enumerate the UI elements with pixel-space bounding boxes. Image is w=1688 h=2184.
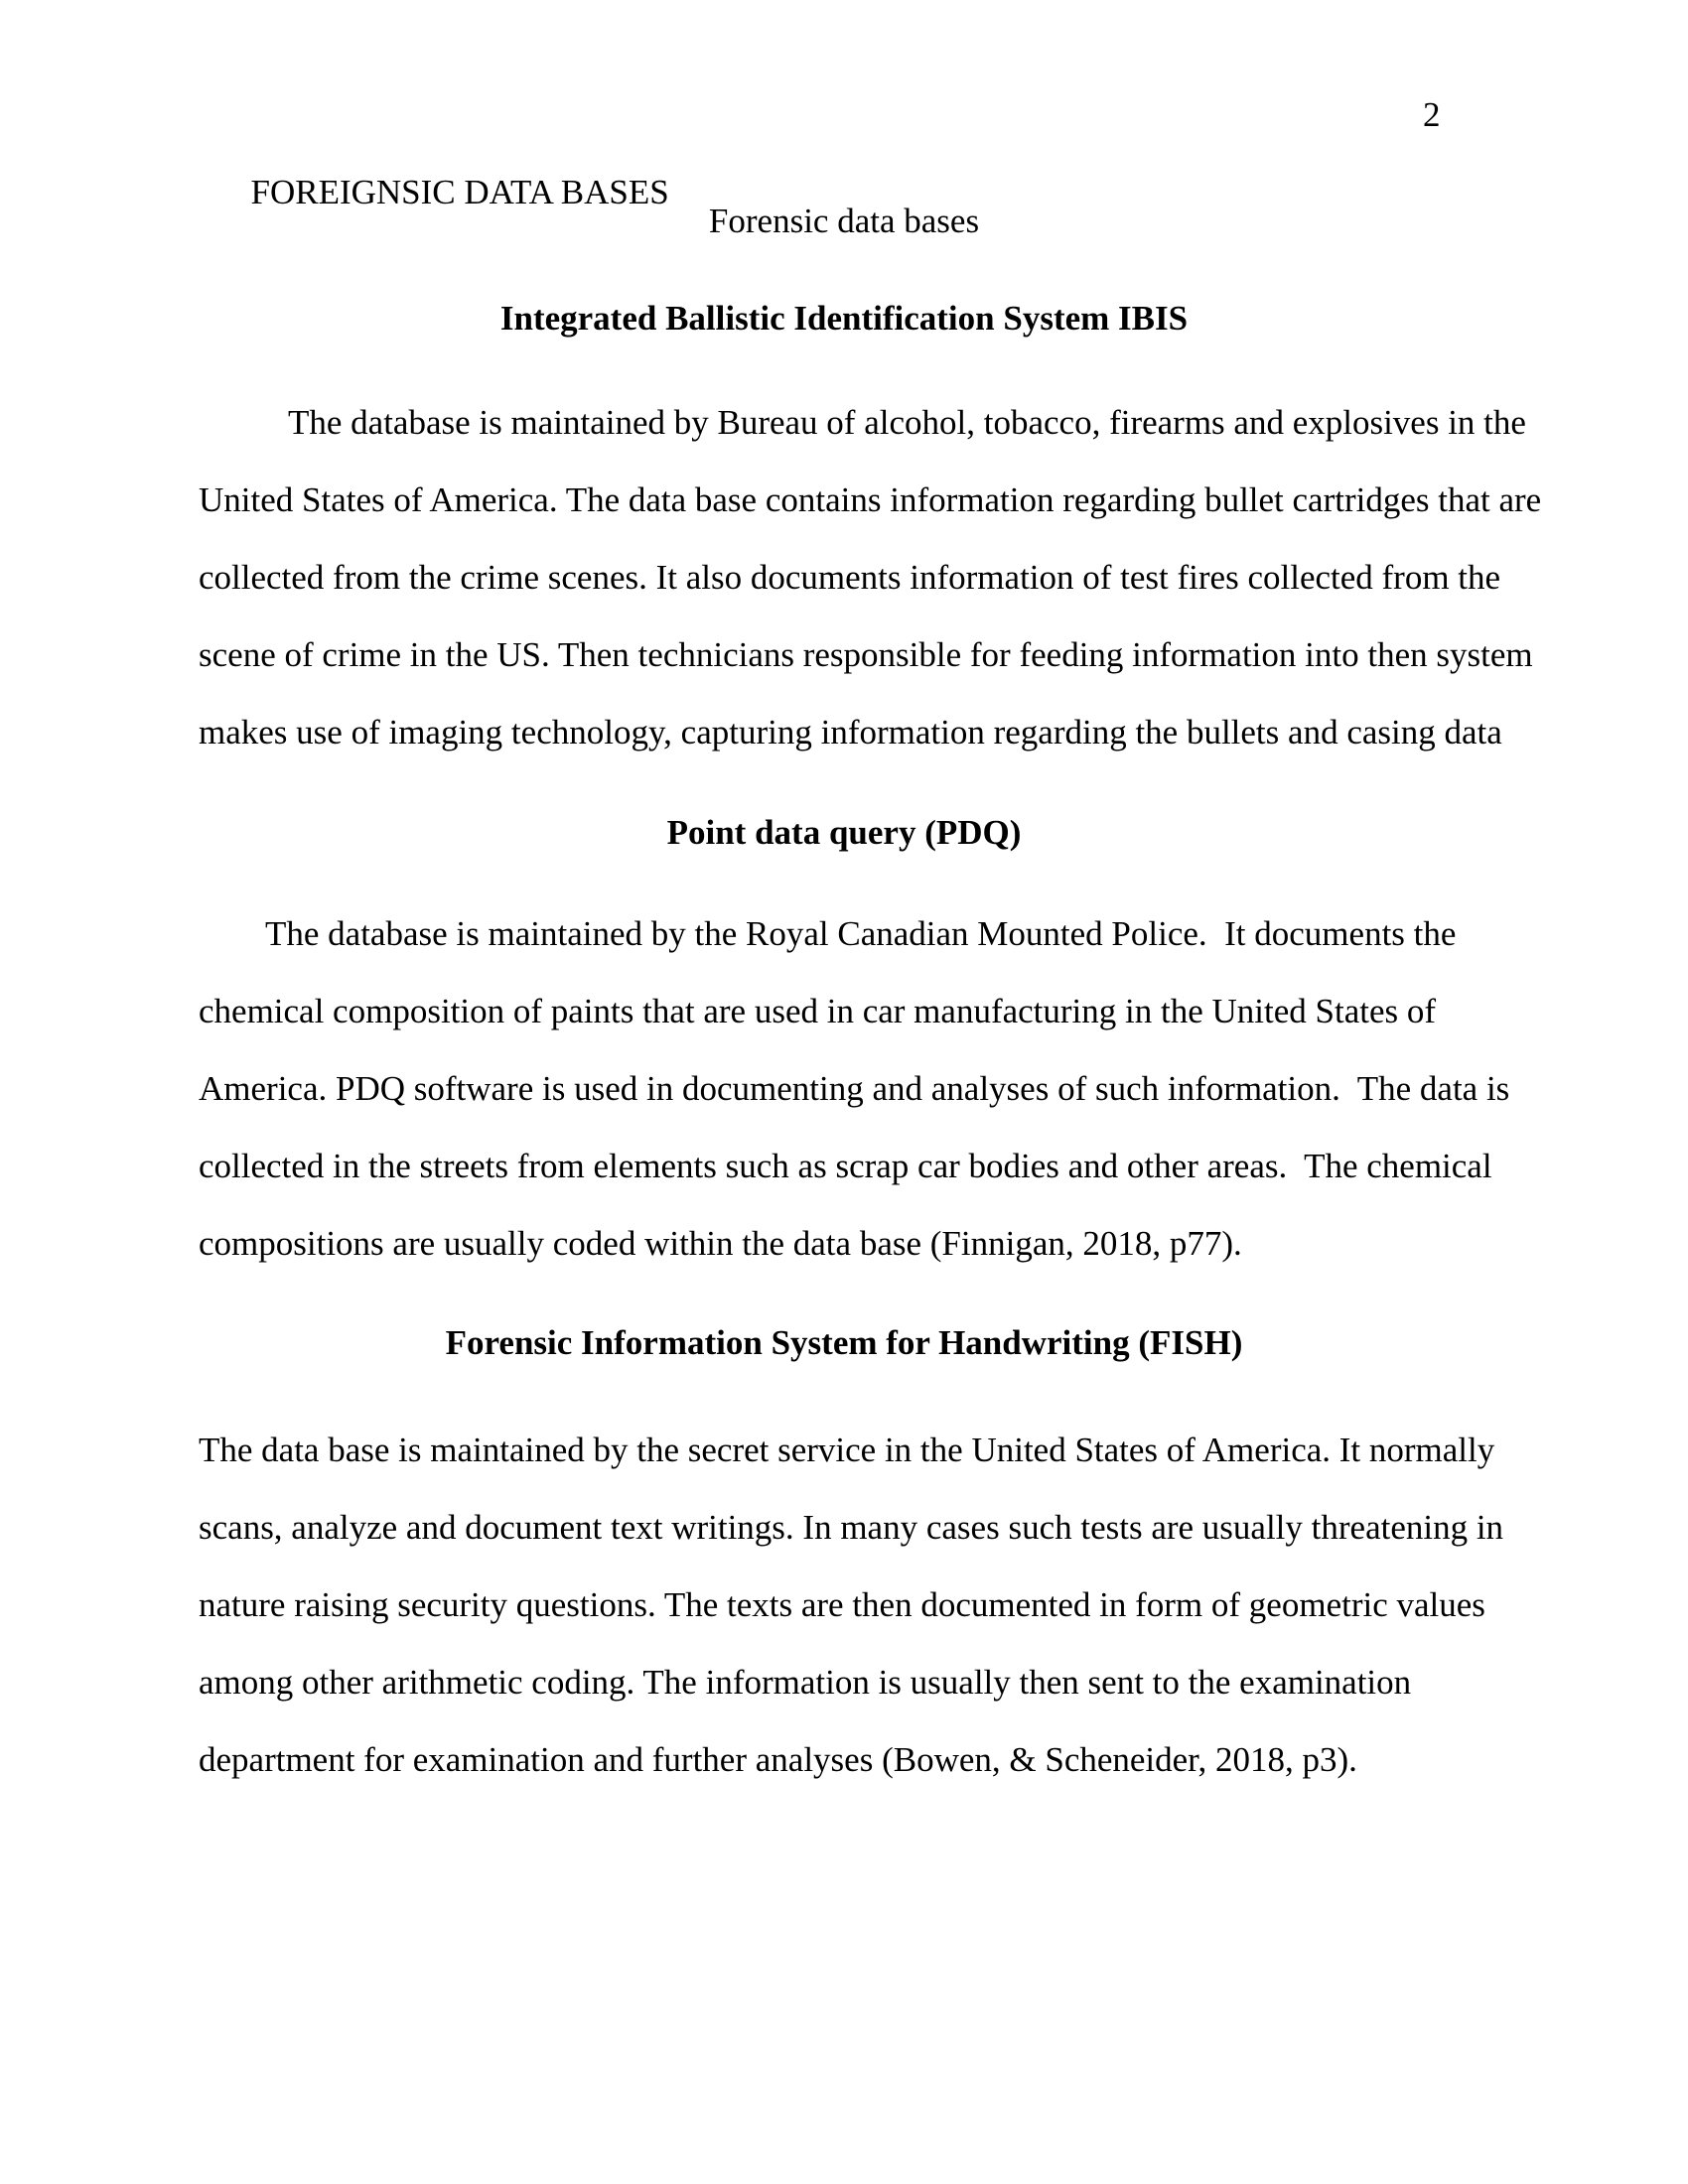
paragraph-ibis: [199, 384, 1542, 771]
paragraph-fish: [199, 1412, 1504, 1799]
paragraph-pdq: [199, 895, 1510, 1283]
text-line: America. PDQ software is used in documenting and analyses of such information. The data is: [199, 1069, 1510, 1108]
section-heading-fish: Forensic Information System for Handwriting (FISH): [445, 1323, 1243, 1362]
section-heading-pdq: Point data query (PDQ): [666, 813, 1022, 852]
text-line: makes use of imaging technology, capturing information regarding the bullets and casing data: [199, 713, 1502, 751]
text-line: department for examination and further analyses (Bowen, & Scheneider, 2018, p3).: [199, 1740, 1357, 1779]
text-line: chemical composition of paints that are used in car manufacturing in the United States of: [199, 992, 1437, 1030]
text-line: collected from the crime scenes. It also documents information of test fires collected from the: [199, 558, 1501, 597]
text-line: nature raising security questions. The texts are then documented in form of geometric values: [199, 1585, 1485, 1624]
text-line: among other arithmetic coding. The information is usually then sent to the examination: [199, 1663, 1412, 1702]
text-line: The data base is maintained by the secret service in the United States of America. It normally: [199, 1431, 1495, 1469]
text-line: United States of America. The data base contains information regarding bullet cartridges that are: [199, 480, 1542, 519]
section-heading-ibis: Integrated Ballistic Identification System IBIS: [499, 299, 1189, 338]
text-line: The database is maintained by the Royal Canadian Mounted Police. It documents the: [265, 914, 1457, 953]
page-content: [0, 76, 1688, 1799]
page-number: 2: [1423, 95, 1441, 134]
text-line: scene of crime in the US. Then technicians responsible for feeding information into then system: [199, 635, 1533, 674]
text-line: The database is maintained by Bureau of alcohol, tobacco, firearms and explosives in the: [288, 403, 1526, 442]
running-head-text: FOREIGNSIC DATA BASES: [250, 173, 669, 211]
text-line: compositions are usually coded within the data base (Finnigan, 2018, p77).: [199, 1224, 1242, 1263]
text-line: scans, analyze and document text writings. In many cases such tests are usually threatening in: [199, 1508, 1504, 1547]
document-title: Forensic data bases: [708, 202, 980, 240]
running-header: [199, 76, 1489, 211]
text-line: collected in the streets from elements such as scrap car bodies and other areas. The chemical: [199, 1147, 1492, 1185]
